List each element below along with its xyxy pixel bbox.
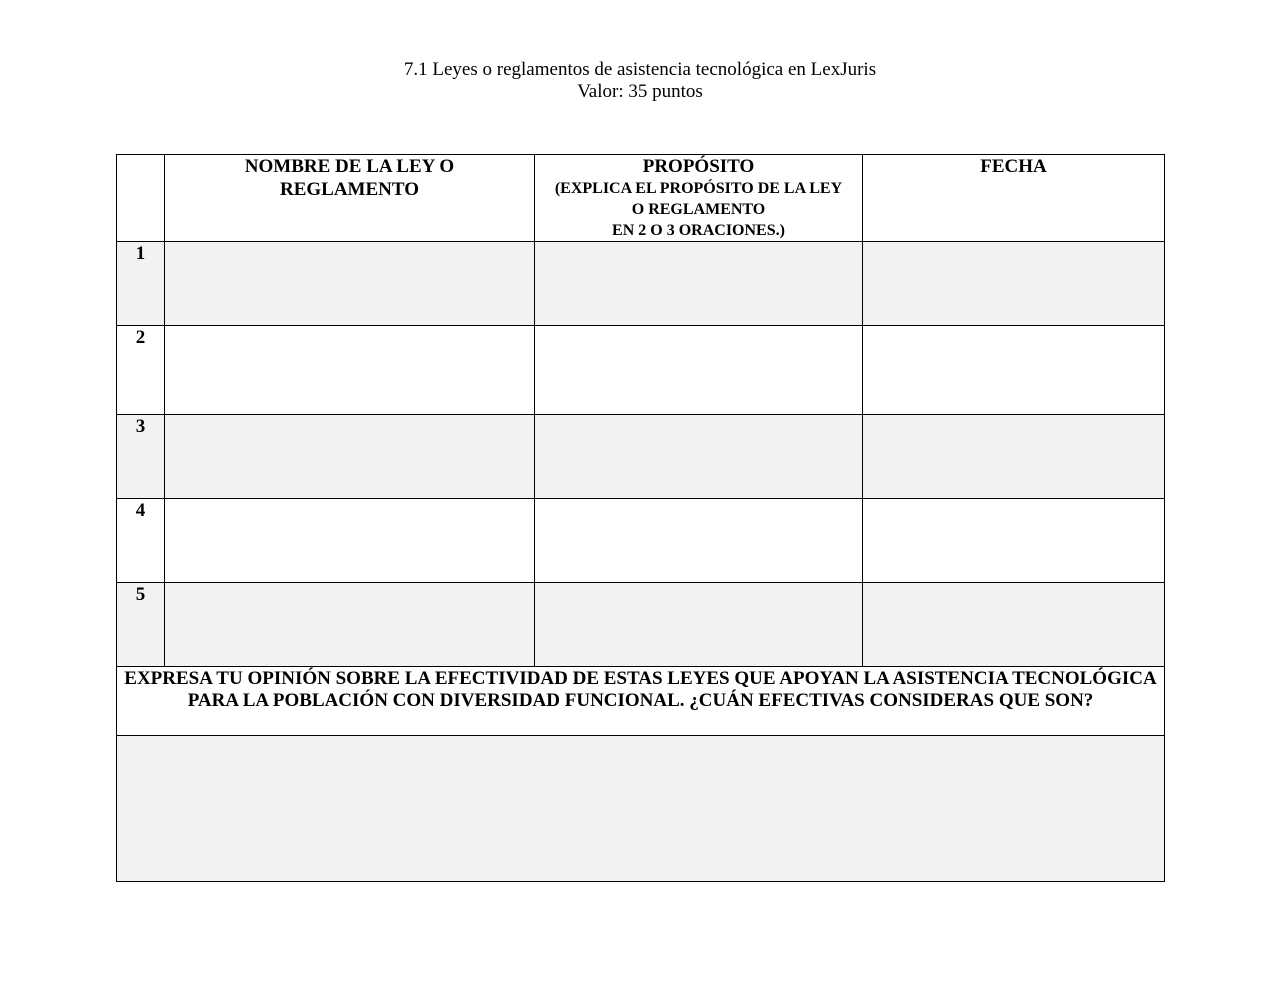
purpose-input-cell[interactable] <box>535 415 863 499</box>
purpose-input-cell[interactable] <box>535 326 863 415</box>
date-input-cell[interactable] <box>863 583 1165 667</box>
header-purpose-title: PROPÓSITO <box>642 156 755 177</box>
date-input-cell[interactable] <box>863 242 1165 326</box>
row-number: 3 <box>117 415 165 499</box>
header-purpose-sub-line3: EN 2 O 3 ORACIONES.) <box>612 222 785 239</box>
table-row <box>117 242 1165 326</box>
document-title: 7.1 Leyes o reglamentos de asistencia tecnológica en LexJuris <box>403 59 877 80</box>
name-input-cell[interactable] <box>165 583 535 667</box>
opinion-answer-row <box>117 736 1165 882</box>
name-input-cell[interactable] <box>165 499 535 583</box>
table-row <box>117 326 1165 415</box>
header-date-cell <box>863 155 1165 242</box>
header-purpose-cell <box>535 155 863 242</box>
header-name-cell <box>165 155 535 242</box>
laws-table <box>116 154 1165 882</box>
header-name-line2: REGLAMENTO <box>279 179 419 200</box>
row-number: 5 <box>117 583 165 667</box>
date-input-cell[interactable] <box>863 326 1165 415</box>
header-date-title: FECHA <box>980 156 1047 177</box>
name-input-cell[interactable] <box>165 415 535 499</box>
table-header-row <box>117 155 1165 242</box>
date-input-cell[interactable] <box>863 499 1165 583</box>
purpose-input-cell[interactable] <box>535 499 863 583</box>
row-number: 4 <box>117 499 165 583</box>
opinion-answer-cell[interactable] <box>117 736 1165 882</box>
header-purpose-sub-line1: (EXPLICA EL PROPÓSITO DE LA LEY <box>554 180 843 197</box>
opinion-prompt-row <box>117 667 1165 736</box>
document-header <box>0 59 1280 103</box>
header-name-line1: NOMBRE DE LA LEY O <box>244 156 455 177</box>
row-number: 1 <box>117 242 165 326</box>
header-purpose-sub-line2: O REGLAMENTO <box>631 201 766 218</box>
document-value: Valor: 35 puntos <box>577 81 703 102</box>
purpose-input-cell[interactable] <box>535 242 863 326</box>
purpose-input-cell[interactable] <box>535 583 863 667</box>
row-number: 2 <box>117 326 165 415</box>
table-row <box>117 583 1165 667</box>
name-input-cell[interactable] <box>165 326 535 415</box>
opinion-prompt: EXPRESA TU OPINIÓN SOBRE LA EFECTIVIDAD DE ESTAS LEYES QUE APOYAN LA ASISTENCIA TECNOLÓGICA PARA LA POBLACIÓN CON DIVERSIDAD FUNCIONAL. ¿CUÁN EFECTIVAS CONSIDERAS QUE SON? <box>117 667 1165 736</box>
header-number-cell <box>117 155 165 242</box>
table-row <box>117 499 1165 583</box>
name-input-cell[interactable] <box>165 242 535 326</box>
date-input-cell[interactable] <box>863 415 1165 499</box>
table-row <box>117 415 1165 499</box>
